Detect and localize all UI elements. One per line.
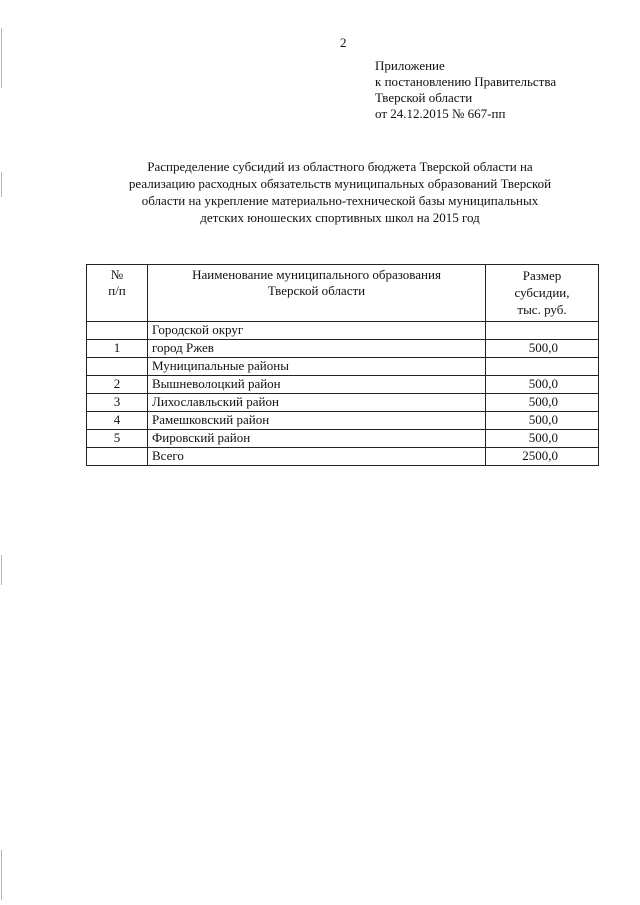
row-amount: 500,0 [486,394,599,412]
appendix-line-1: Приложение [375,58,445,73]
row-number: 2 [87,376,148,394]
row-name: Муниципальные районы [148,358,486,376]
table-row [87,412,599,430]
row-name: Фировский район [148,430,486,448]
header-num-line-1: № [110,267,124,282]
row-number: 1 [87,340,148,358]
scan-edge-mark-middle [1,172,2,197]
header-num-line-2: п/п [108,283,126,298]
table-row [87,376,599,394]
table-header-row [87,265,599,322]
scan-edge-mark-bottom [1,850,2,900]
row-name: Вышневолоцкий район [148,376,486,394]
header-name-line-1: Наименование муниципального образования [192,267,441,282]
header-amount-line-1: Размер [522,268,562,283]
table-row [87,322,599,340]
title-line-1: Распределение субсидий из областного бюджета Тверской области на [147,159,533,174]
table-row [87,394,599,412]
row-amount: 2500,0 [486,448,599,466]
row-amount [486,358,599,376]
row-number [87,358,148,376]
table-row [87,430,599,448]
table-row [87,358,599,376]
row-number: 3 [87,394,148,412]
table-total-row [87,448,599,466]
header-amount [486,265,599,322]
row-number: 4 [87,412,148,430]
appendix-line-4: от 24.12.2015 № 667-пп [375,106,506,121]
title-line-4: детских юношеских спортивных школ на 2015 год [200,210,480,225]
row-number: 5 [87,430,148,448]
row-name: Рамешковский район [148,412,486,430]
title-line-3: области на укрепление материально-технической базы муниципальных [141,193,539,208]
subsidy-table [86,264,599,466]
header-amount-line-3: тыс. руб. [517,302,567,317]
row-amount: 500,0 [486,430,599,448]
row-amount: 500,0 [486,340,599,358]
document-title [70,158,610,226]
header-num [87,265,148,322]
scan-edge-mark-lower [1,555,2,585]
title-line-2: реализацию расходных обязательств муниципальных образований Тверской [128,176,552,191]
row-amount: 500,0 [486,376,599,394]
row-amount [486,322,599,340]
table-row [87,340,599,358]
row-amount: 500,0 [486,412,599,430]
header-name [148,265,486,322]
row-name: Всего [148,448,486,466]
row-number [87,448,148,466]
header-name-line-2: Тверской области [267,283,366,298]
header-amount-line-2: субсидии, [514,285,570,300]
appendix-line-2: к постановлению Правительства [375,74,557,89]
row-name: город Ржев [148,340,486,358]
row-name: Лихославльский район [148,394,486,412]
appendix-block [375,58,556,122]
page-number: 2 [340,35,347,50]
appendix-line-3: Тверской области [375,90,473,105]
row-name: Городской округ [148,322,486,340]
row-number [87,322,148,340]
scan-edge-mark-top [1,28,2,88]
